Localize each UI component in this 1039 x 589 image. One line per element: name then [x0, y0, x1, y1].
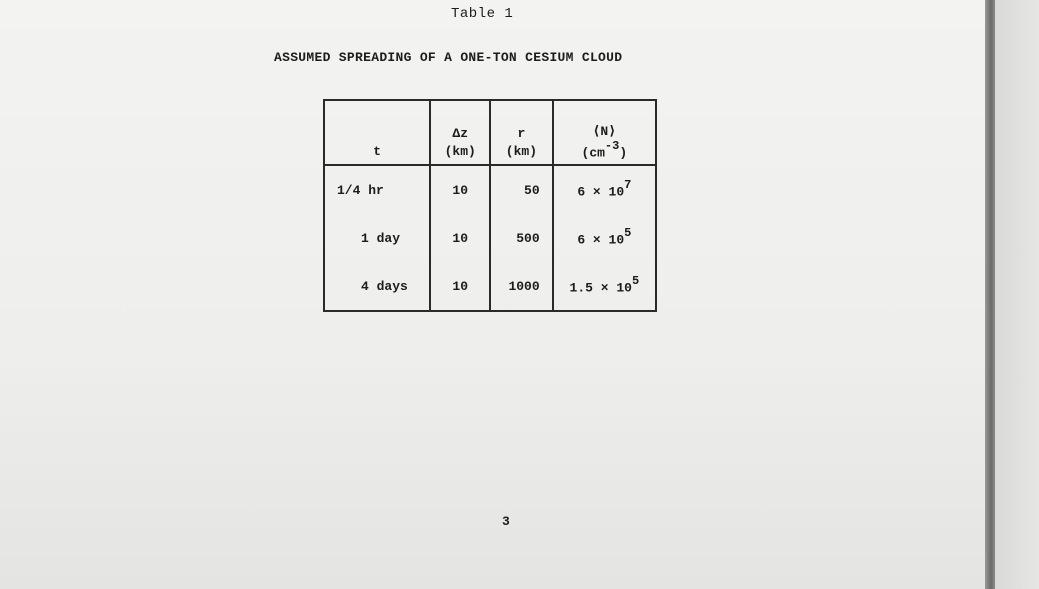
header-n-unit: [558, 140, 651, 161]
table-title: ASSUMED SPREADING OF A ONE-TON CESIUM CLOUD: [274, 50, 623, 65]
cell-n: [553, 165, 656, 214]
cell-n: [553, 214, 656, 262]
header-dz-symbol: Δz: [452, 126, 469, 141]
cell-t: 1 day: [324, 214, 430, 262]
cell-dz: 10: [430, 262, 490, 311]
header-n-unit-base: (cm: [581, 145, 605, 160]
page-edge-shadow: [985, 0, 995, 589]
header-n-symbol: ⟨N⟩: [592, 123, 617, 139]
cell-r: 50: [490, 165, 553, 214]
cell-dz: 10: [430, 165, 490, 214]
table-header-row: [324, 100, 656, 165]
table-row: [324, 214, 656, 262]
cell-n-exponent: 5: [624, 226, 632, 241]
cell-t: 4 days: [324, 262, 430, 311]
header-n-unit-close: ): [619, 145, 628, 160]
cell-n-exponent: 5: [631, 274, 640, 289]
cell-t: 1/4 hr: [324, 165, 430, 214]
header-t: [324, 100, 430, 165]
header-dz: [430, 100, 490, 165]
cell-n: [553, 262, 656, 311]
cell-n-mantissa: 6 × 10: [577, 232, 625, 248]
cell-n-mantissa: 1.5 × 10: [569, 280, 632, 296]
header-n: [553, 100, 656, 165]
header-t-label: t: [373, 144, 382, 159]
header-n-unit-exp: -3: [604, 138, 620, 153]
header-r-symbol: r: [517, 126, 526, 141]
background-surface: [995, 0, 1039, 589]
cell-dz: 10: [430, 214, 490, 262]
header-r: [490, 100, 553, 165]
table-row: [324, 165, 656, 214]
cell-r: 500: [490, 214, 553, 262]
table-row: [324, 262, 656, 311]
table-label: Table 1: [451, 6, 514, 22]
header-dz-unit: (km): [444, 144, 476, 159]
page-number: 3: [502, 514, 510, 529]
header-r-unit: (km): [505, 144, 538, 159]
data-table: [323, 99, 657, 312]
cell-n-exponent: 7: [624, 178, 632, 193]
cell-n-mantissa: 6 × 10: [577, 184, 625, 200]
cell-r: 1000: [490, 262, 553, 311]
